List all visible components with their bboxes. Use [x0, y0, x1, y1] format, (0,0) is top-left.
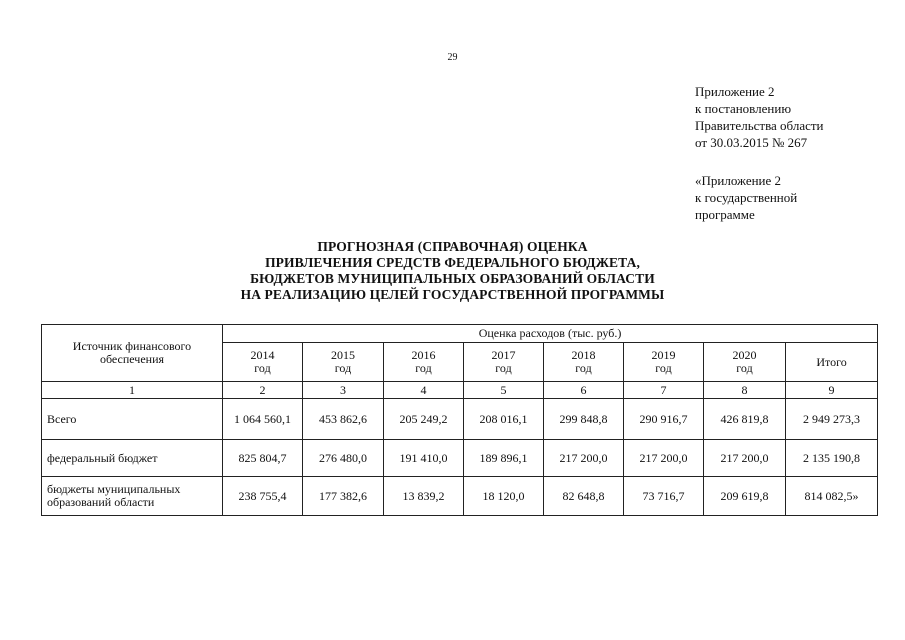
year-value: 2017 — [491, 348, 516, 363]
title-line: ПРИВЛЕЧЕНИЯ СРЕДСТВ ФЕДЕРАЛЬНОГО БЮДЖЕТА, — [265, 255, 640, 270]
appendix-line: Приложение 2 — [695, 84, 775, 99]
column-numbers-row — [42, 382, 878, 399]
column-number: 2 — [223, 382, 303, 399]
source-cell: федеральный бюджет — [42, 440, 223, 477]
column-number: 7 — [624, 382, 704, 399]
document-title — [0, 239, 905, 303]
value-cell: 276 480,0 — [303, 440, 384, 477]
value-cell: 208 016,1 — [464, 399, 544, 440]
table-row — [42, 399, 878, 440]
budget-table — [41, 324, 878, 516]
value-cell: 191 410,0 — [384, 440, 464, 477]
value-cell: 825 804,7 — [223, 440, 303, 477]
column-number: 1 — [42, 382, 223, 399]
year-unit: год — [415, 361, 432, 376]
appendix-line: к постановлению — [695, 101, 792, 116]
value-cell: 453 862,6 — [303, 399, 384, 440]
column-number: 4 — [384, 382, 464, 399]
title-line: ПРОГНОЗНАЯ (СПРАВОЧНАЯ) ОЦЕНКА — [317, 239, 588, 254]
value-cell: 238 755,4 — [223, 477, 303, 516]
appendix-header — [695, 83, 824, 151]
total-header: Итого — [786, 343, 878, 382]
value-cell: 1 064 560,1 — [223, 399, 303, 440]
value-cell: 209 619,8 — [704, 477, 786, 516]
year-header-2020 — [704, 343, 786, 382]
appendix-quote-line: к государственной — [695, 190, 798, 205]
year-unit: год — [495, 361, 512, 376]
year-value: 2014 — [250, 348, 275, 363]
table-row — [42, 477, 878, 516]
value-cell: 2 135 190,8 — [786, 440, 878, 477]
title-line: НА РЕАЛИЗАЦИЮ ЦЕЛЕЙ ГОСУДАРСТВЕННОЙ ПРОГРАММЫ — [240, 287, 665, 302]
source-cell: бюджеты муниципальных образований области — [42, 477, 223, 516]
year-header-2014 — [223, 343, 303, 382]
appendix-line: Правительства области — [695, 118, 824, 133]
value-cell: 13 839,2 — [384, 477, 464, 516]
appendix-quote — [695, 172, 797, 223]
year-header-2015 — [303, 343, 384, 382]
year-unit: год — [254, 361, 271, 376]
value-cell: 217 200,0 — [544, 440, 624, 477]
value-cell: 189 896,1 — [464, 440, 544, 477]
value-cell: 814 082,5» — [786, 477, 878, 516]
year-unit: год — [334, 361, 352, 376]
value-cell: 82 648,8 — [544, 477, 624, 516]
column-number: 5 — [464, 382, 544, 399]
year-unit: год — [575, 361, 592, 376]
appendix-line: от 30.03.2015 № 267 — [695, 135, 808, 150]
year-value: 2018 — [571, 348, 596, 363]
value-cell: 426 819,8 — [704, 399, 786, 440]
value-cell: 217 200,0 — [704, 440, 786, 477]
year-value: 2019 — [651, 348, 676, 363]
year-unit: год — [655, 361, 672, 376]
table-row — [42, 440, 878, 477]
appendix-quote-line: «Приложение 2 — [695, 173, 782, 188]
value-cell: 299 848,8 — [544, 399, 624, 440]
value-cell: 217 200,0 — [624, 440, 704, 477]
source-cell: Всего — [42, 399, 223, 440]
year-header-2018 — [544, 343, 624, 382]
appendix-quote-line: программе — [695, 207, 755, 222]
value-cell: 205 249,2 — [384, 399, 464, 440]
year-value: 2020 — [732, 348, 757, 363]
value-cell: 290 916,7 — [624, 399, 704, 440]
value-cell: 177 382,6 — [303, 477, 384, 516]
title-line: БЮДЖЕТОВ МУНИЦИПАЛЬНЫХ ОБРАЗОВАНИЙ ОБЛАСТИ — [250, 271, 655, 286]
year-header-2016 — [384, 343, 464, 382]
column-number: 6 — [544, 382, 624, 399]
expense-estimate-header: Оценка расходов (тыс. руб.) — [223, 325, 878, 343]
year-value: 2015 — [331, 348, 355, 363]
column-number: 8 — [704, 382, 786, 399]
source-header: Источник финансового обеспечения — [42, 325, 223, 382]
page-number: 29 — [447, 52, 458, 63]
table-body — [42, 399, 878, 516]
value-cell: 18 120,0 — [464, 477, 544, 516]
value-cell: 2 949 273,3 — [786, 399, 878, 440]
year-unit: год — [736, 361, 753, 376]
column-number: 9 — [786, 382, 878, 399]
column-number: 3 — [303, 382, 384, 399]
value-cell: 73 716,7 — [624, 477, 704, 516]
year-value: 2016 — [411, 348, 436, 363]
year-header-2017 — [464, 343, 544, 382]
year-header-2019 — [624, 343, 704, 382]
